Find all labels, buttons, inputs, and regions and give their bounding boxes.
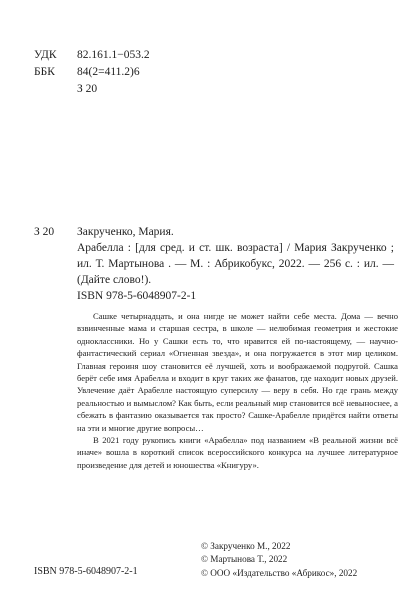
classification-row [34, 81, 150, 98]
classification-block [34, 47, 150, 98]
classification-row [34, 47, 150, 64]
classification-value: З 20 [77, 83, 98, 95]
classification-value: 84(2=411.2)6 [77, 66, 140, 78]
isbn-top: ISBN 978-5-6048907-2-1 [77, 290, 197, 302]
classification-row [34, 64, 150, 81]
copyright-line: © Мартынова Т., 2022 [201, 554, 288, 565]
annotation-paragraph: Сашке четырнадцать, и она нигде не может найти себе места. Дома — вечно взвинченные мама и старшая сестра, в школе — нелюбимая геометрия и жестокие одноклассники. Но у Сашки есть то, что нравится ей по-настоящему, — научно-фантастический сериал «Огненная звезда», и она погружается в этот мир целиком. Главная героиня шоу становится её лучшей, хоть и воображаемой подругой. Сашка берёт себе имя Арабелла и входит в круг таких же фанатов, где находит новых друзей. Увлечение даёт Арабелле настоящую суперсилу — веру в себя. Но где грань между реальностью и вымыслом? Как быть, если реальный мир становится всё невыноснее, а сбежать в фантазию оказывается так просто? Сашке-Арабелле придётся найти ответы на эти и многие другие вопросы… [77, 311, 398, 433]
annotation [77, 310, 398, 471]
classification-key [34, 81, 77, 98]
copyright-line: © ООО «Издательство «Абрикос», 2022 [201, 567, 358, 578]
classification-value: 82.161.1−053.2 [77, 49, 150, 61]
annotation-paragraph: В 2021 году рукопись книги «Арабелла» под названием «В реальной жизни всё иначе» вошла в короткий список всероссийского конкурса на лучшее литературное произведение для детей и юношества «Книгуру». [77, 435, 398, 470]
catalog-description: Арабелла : [для сред. и ст. шк. возраста] / Мария Закрученко ; ил. Т. Мартынова . — М. : Абрикобукс, 2022. — 256 с. : ил. — (Дайте слово!). [77, 242, 394, 286]
copyright-line: © Закрученко М., 2022 [201, 541, 291, 551]
classification-key: ББК [34, 66, 55, 78]
catalog-entry [34, 224, 394, 288]
author-mark: З 20 [34, 226, 55, 238]
copyright-block [201, 540, 357, 580]
classification-key: УДК [34, 49, 57, 61]
isbn-bottom: ISBN 978-5-6048907-2-1 [34, 566, 138, 577]
catalog-author: Закрученко, Мария. [77, 226, 174, 238]
